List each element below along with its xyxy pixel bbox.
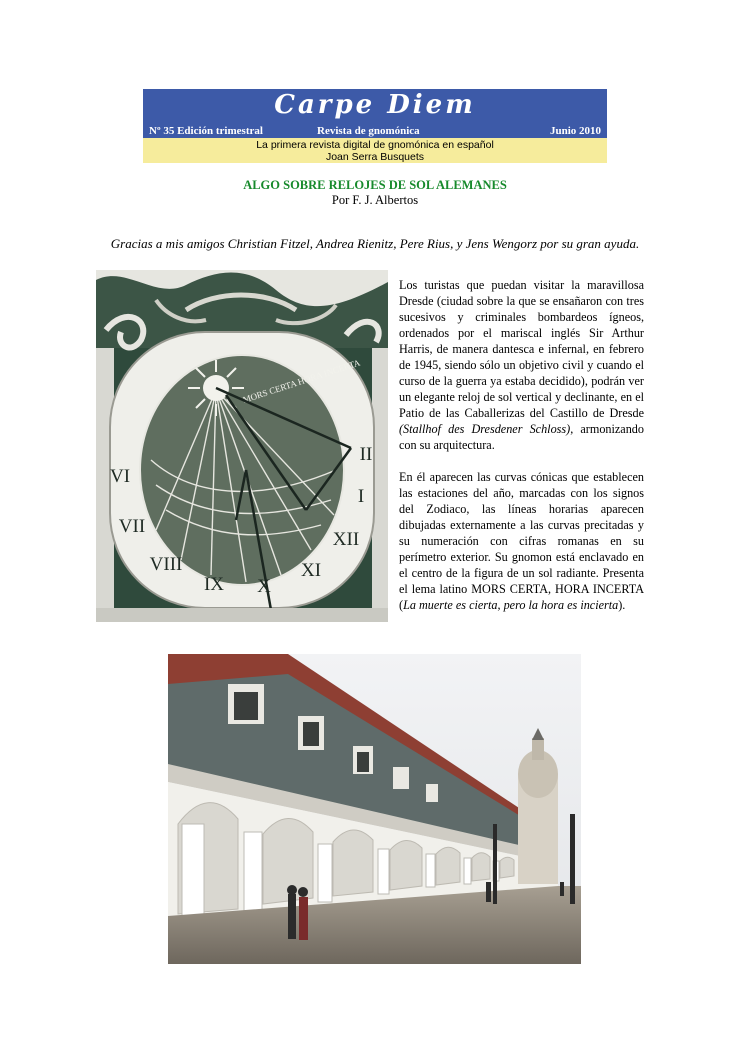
numeral: VII xyxy=(118,516,146,537)
numeral: X xyxy=(257,576,271,597)
article-body xyxy=(399,277,644,629)
magazine-title: Carpe Diem xyxy=(274,90,476,120)
numeral: XI xyxy=(300,560,322,581)
numeral: VI xyxy=(109,466,131,487)
numeral: II xyxy=(359,444,373,465)
masthead-tagline: La primera revista digital de gnomónica en español xyxy=(256,139,494,151)
numeral: I xyxy=(357,486,365,507)
paragraph-1: Los turistas que puedan visitar la maravillosa Dresde (ciudad sobre la que se ensañaron con tres sucesivos y criminales bombardeos ígneos, ordenados por el mariscal inglés Sir Arthur Harris, de manera dantesca e infernal, en febrero de 1945, siendo sólo un objetivo civil y cuando el curso de la guerra ya estaba decidido), podrán ver un elegante reloj de sol vertical y declinante, en el Patio de las Caballerizas del Castillo de Dresde (Stallhof des Dresdener Schloss), armonizando con su arquitectura. xyxy=(399,278,644,452)
numeral: VIII xyxy=(149,554,183,575)
paragraph-2: En él aparecen las curvas cónicas que establecen las estaciones del año, marcadas con los signos del Zodiaco, las líneas horarias aparecen dibujadas externamente a las curvas precitadas y su numeración con cifras romanas en su perímetro exterior. Su gnomon está enclavado en el centro de la figura de un sol radiante. Presenta el lema latino MORS CERTA, HORA INCERTA (La muerte es cierta, pero la hora es incierta). xyxy=(399,470,644,612)
issue-number: Nº 35 Edición trimestral xyxy=(149,125,263,137)
article-title: ALGO SOBRE RELOJES DE SOL ALEMANES xyxy=(243,178,507,192)
sundial-motto: MORS CERTA HORA INCERTA xyxy=(241,357,362,405)
article-author: Por F. J. Albertos xyxy=(331,193,419,207)
masthead-band xyxy=(143,89,607,138)
masthead-strip xyxy=(143,138,607,163)
stallhof-photo xyxy=(168,654,581,964)
numeral: IX xyxy=(203,574,225,595)
issue-date: Junio 2010 xyxy=(549,125,601,137)
sundial-photo xyxy=(96,270,388,622)
masthead-editor: Joan Serra Busquets xyxy=(325,151,425,163)
masthead-info-row xyxy=(149,125,601,138)
acknowledgements: Gracias a mis amigos Christian Fitzel, Andrea Rienitz, Pere Rius, y Jens Wengorz por su gran ayuda. xyxy=(110,236,640,251)
magazine-subject: Revista de gnomónica xyxy=(317,125,420,137)
masthead xyxy=(143,89,607,163)
numeral: XII xyxy=(332,529,360,550)
